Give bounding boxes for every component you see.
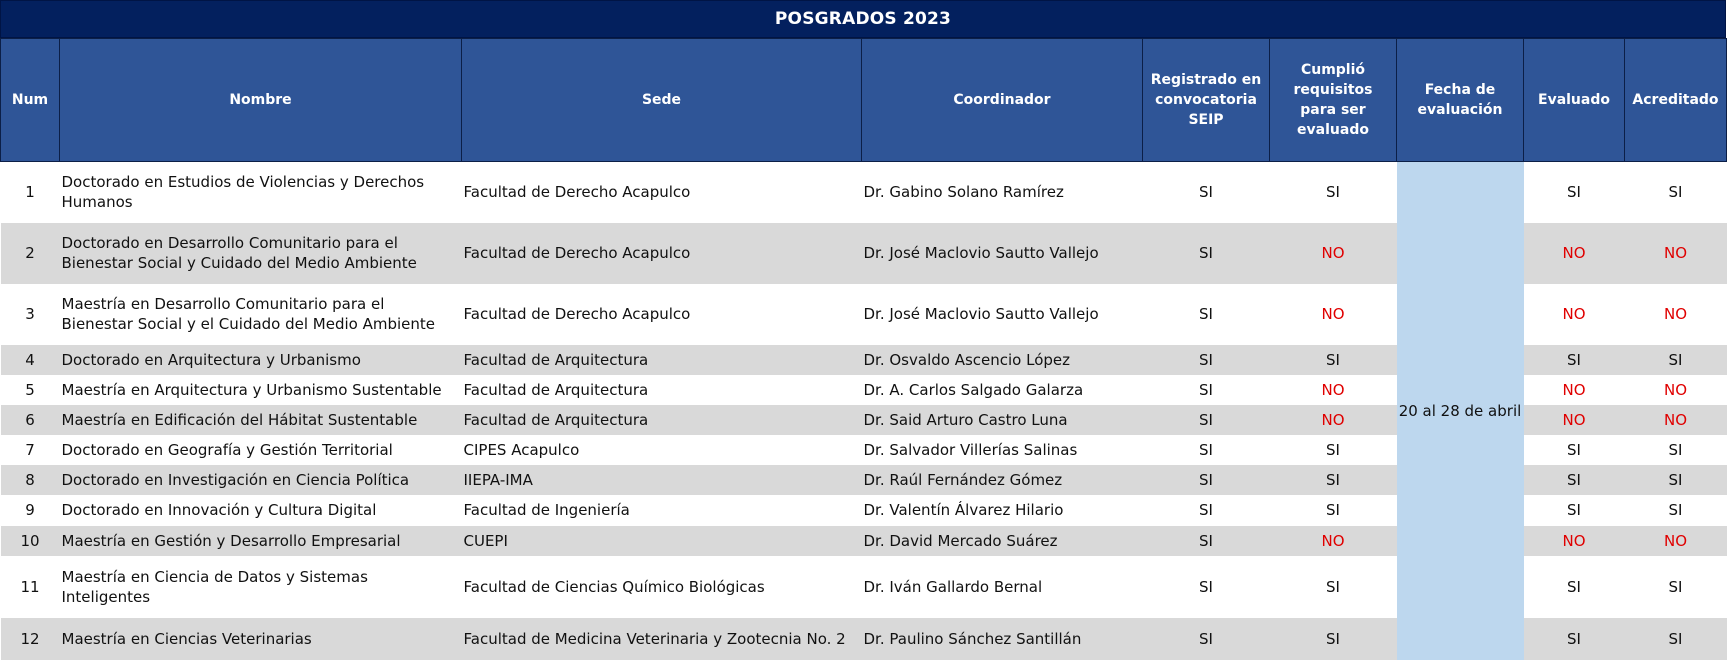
cell-registrado: SI [1199, 501, 1213, 519]
cell-nombre: Doctorado en Estudios de Violencias y Derechos Humanos [61, 173, 425, 212]
cell-cumplio: SI [1326, 183, 1340, 202]
fecha-evaluacion-cell: 20 al 28 de abril [1397, 162, 1524, 660]
cell-cumplio: SI [1326, 501, 1340, 519]
cell-evaluado: NO [1524, 526, 1625, 556]
cell-acreditado: SI [1668, 440, 1683, 459]
cell-evaluado: SI [1524, 618, 1625, 660]
header-coordinador: Coordinador [862, 39, 1143, 162]
cell-coordinador: Dr. Iván Gallardo Bernal [863, 577, 1043, 596]
cell-coordinador: Dr. Gabino Solano Ramírez [863, 183, 1064, 202]
cell-nombre: Maestría en Arquitectura y Urbanismo Sustentable [61, 380, 442, 399]
cell-num: 8 [1, 465, 60, 495]
cell-sede: IIEPA-IMA [462, 465, 862, 495]
cell-cumplio: SI [1270, 618, 1397, 660]
cell-evaluado: SI [1524, 465, 1625, 495]
cell-evaluado: SI [1567, 183, 1581, 202]
cell-num: 12 [1, 618, 60, 660]
cell-nombre: Doctorado en Arquitectura y Urbanismo [60, 345, 462, 375]
cell-registrado: SI [1199, 440, 1213, 459]
cell-sede: Facultad de Ciencias Químico Biológicas [463, 577, 765, 596]
header-cumplio: Cumplió requisitos para ser evaluado [1270, 39, 1397, 162]
header-nombre: Nombre [60, 39, 462, 162]
cell-num: 9 [25, 501, 35, 519]
cell-coordinador: Dr. A. Carlos Salgado Galarza [863, 380, 1084, 399]
cell-sede: Facultad de Arquitectura [462, 345, 862, 375]
cell-acreditado: SI [1668, 183, 1683, 202]
table-body [1, 162, 1727, 660]
cell-registrado: SI [1199, 380, 1213, 399]
cell-registrado: SI [1143, 526, 1270, 556]
table-title: POSGRADOS 2023 [0, 0, 1726, 38]
cell-num: 10 [1, 526, 60, 556]
cell-registrado: SI [1143, 345, 1270, 375]
cell-nombre: Maestría en Ciencia de Datos y Sistemas Inteligentes [61, 567, 368, 606]
header-sede: Sede [462, 39, 862, 162]
cell-num: 4 [1, 345, 60, 375]
table-row [1, 162, 1727, 223]
cell-cumplio: NO [1270, 526, 1397, 556]
cell-evaluado: SI [1567, 440, 1581, 459]
cell-acreditado: SI [1625, 345, 1727, 375]
cell-cumplio: NO [1270, 405, 1397, 435]
header-registrado: Registrado en convocatoria SEIP [1143, 39, 1270, 162]
cell-coordinador: Dr. José Maclovio Sautto Vallejo [863, 305, 1099, 323]
cell-coordinador: Dr. Salvador Villerías Salinas [863, 440, 1078, 459]
cell-acreditado: SI [1668, 577, 1683, 596]
cell-acreditado: NO [1625, 223, 1727, 284]
cell-registrado: SI [1143, 465, 1270, 495]
header-fecha: Fecha de evaluación [1397, 39, 1524, 162]
cell-sede: Facultad de Medicina Veterinaria y Zootecnia No. 2 [462, 618, 862, 660]
cell-cumplio: SI [1270, 465, 1397, 495]
cell-cumplio: NO [1321, 305, 1345, 323]
cell-sede: Facultad de Derecho Acapulco [463, 305, 691, 323]
cell-num: 11 [20, 577, 40, 596]
cell-acreditado: NO [1663, 305, 1688, 323]
cell-coordinador: Dr. José Maclovio Sautto Vallejo [862, 223, 1143, 284]
cell-sede: CIPES Acapulco [463, 440, 580, 459]
cell-coordinador: Dr. Paulino Sánchez Santillán [862, 618, 1143, 660]
cell-nombre: Doctorado en Geografía y Gestión Territorial [61, 440, 393, 459]
cell-cumplio: SI [1326, 577, 1340, 596]
cell-cumplio: SI [1326, 440, 1340, 459]
header-num: Num [1, 39, 60, 162]
cell-cumplio: NO [1321, 380, 1345, 399]
cell-evaluado: NO [1562, 380, 1586, 399]
cell-nombre: Maestría en Edificación del Hábitat Sustentable [60, 405, 462, 435]
cell-num: 3 [25, 305, 35, 323]
cell-evaluado: SI [1567, 501, 1581, 519]
cell-acreditado: NO [1625, 405, 1727, 435]
cell-num: 2 [1, 223, 60, 284]
cell-sede: CUEPI [462, 526, 862, 556]
cell-acreditado: SI [1668, 501, 1683, 519]
cell-coordinador: Dr. Valentín Álvarez Hilario [863, 501, 1064, 519]
cell-registrado: SI [1199, 305, 1213, 323]
cell-evaluado: NO [1562, 305, 1586, 323]
cell-nombre: Maestría en Ciencias Veterinarias [60, 618, 462, 660]
cell-sede: Facultad de Ingeniería [463, 501, 630, 519]
cell-acreditado: NO [1663, 380, 1688, 399]
cell-coordinador: Dr. David Mercado Suárez [862, 526, 1143, 556]
cell-registrado: SI [1199, 183, 1213, 202]
cell-nombre: Doctorado en Innovación y Cultura Digital [61, 501, 377, 519]
cell-sede: Facultad de Arquitectura [462, 405, 862, 435]
header-row [1, 39, 1727, 162]
header-acreditado: Acreditado [1625, 39, 1727, 162]
cell-acreditado: NO [1625, 526, 1727, 556]
cell-num: 7 [25, 440, 35, 459]
cell-num: 5 [25, 380, 35, 399]
cell-coordinador: Dr. Raúl Fernández Gómez [862, 465, 1143, 495]
cell-nombre: Doctorado en Investigación en Ciencia Política [60, 465, 462, 495]
cell-cumplio: NO [1270, 223, 1397, 284]
cell-coordinador: Dr. Osvaldo Ascencio López [862, 345, 1143, 375]
header-evaluado: Evaluado [1524, 39, 1625, 162]
cell-coordinador: Dr. Said Arturo Castro Luna [862, 405, 1143, 435]
cell-evaluado: NO [1524, 223, 1625, 284]
cell-evaluado: SI [1567, 577, 1581, 596]
cell-sede: Facultad de Derecho Acapulco [463, 183, 691, 202]
cell-acreditado: SI [1625, 618, 1727, 660]
cell-num: 1 [25, 183, 35, 202]
cell-sede: Facultad de Derecho Acapulco [462, 223, 862, 284]
cell-num: 6 [1, 405, 60, 435]
cell-evaluado: SI [1524, 345, 1625, 375]
cell-cumplio: SI [1270, 345, 1397, 375]
cell-nombre: Maestría en Desarrollo Comunitario para el Bienestar Social y el Cuidado del Medio Ambiente [61, 295, 436, 333]
cell-nombre: Doctorado en Desarrollo Comunitario para el Bienestar Social y Cuidado del Medio Ambiente [60, 223, 462, 284]
cell-registrado: SI [1143, 405, 1270, 435]
cell-registrado: SI [1199, 577, 1213, 596]
cell-nombre: Maestría en Gestión y Desarrollo Empresarial [60, 526, 462, 556]
cell-evaluado: NO [1524, 405, 1625, 435]
cell-registrado: SI [1143, 618, 1270, 660]
cell-acreditado: SI [1625, 465, 1727, 495]
cell-sede: Facultad de Arquitectura [463, 380, 649, 399]
cell-registrado: SI [1143, 223, 1270, 284]
posgrados-table [0, 38, 1727, 660]
